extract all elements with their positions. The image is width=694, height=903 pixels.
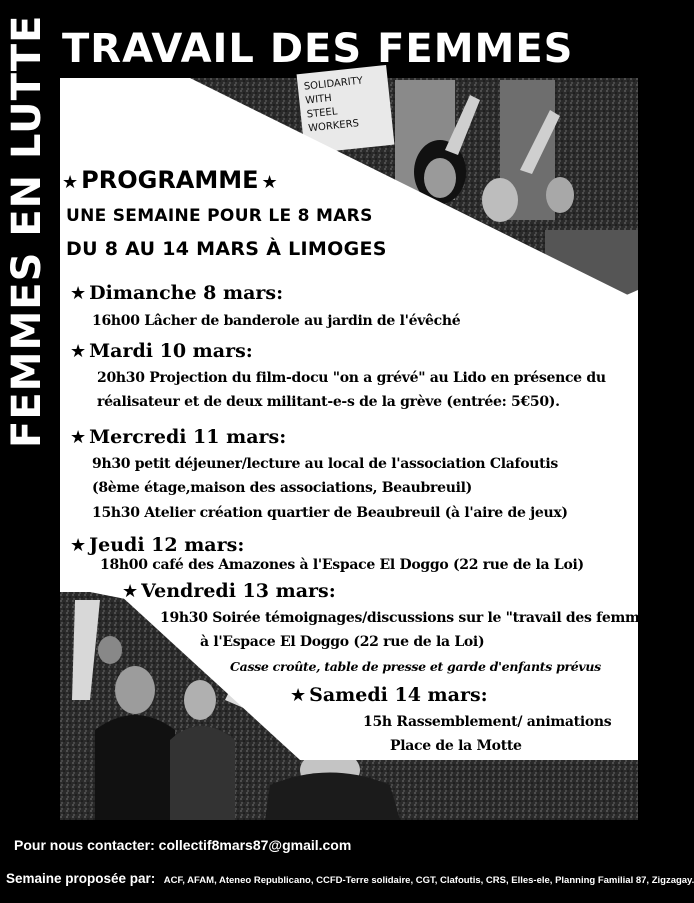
protest-sign-line: STEEL [306,106,338,121]
day-thursday [70,534,244,556]
event-line: 9h30 petit déjeuner/lecture au local de l'association Clafoutis [92,456,558,472]
protest-sign-line: WORKERS [307,118,360,135]
protest-sign-line: WITH [304,92,333,107]
day-label: Dimanche 8 mars: [89,282,284,304]
event-line: Casse croûte, table de presse et garde d'enfants prévus [230,659,601,674]
event-line: (8ème étage,maison des associations, Beaubreuil) [92,480,472,496]
day-tuesday [70,340,253,362]
day-label: Mercredi 11 mars: [89,426,287,448]
event-line: 19h30 Soirée témoignages/discussions sur le "travail des femmes" [160,610,663,626]
subtitle-dates: DU 8 AU 14 MARS À LIMOGES [66,238,387,260]
sponsors-line [6,870,694,888]
subtitle-week: UNE SEMAINE POUR LE 8 MARS [66,206,373,226]
event-line: 15h Rassemblement/ animations [363,714,612,730]
event-line: 15h30 Atelier création quartier de Beaubreuil (à l'aire de jeux) [92,505,568,521]
day-friday [122,580,336,602]
sponsors-label: Semaine proposée par: [6,871,156,886]
star-icon: ★ [122,581,139,602]
star-icon: ★ [70,283,87,304]
protest-sign-line: SOLIDARITY [303,75,364,93]
contact-line: Pour nous contacter: collectif8mars87@gmail.com [14,837,352,853]
event-line: à l'Espace El Doggo (22 rue de la Loi) [200,634,485,650]
day-label: Vendredi 13 mars: [141,580,336,602]
star-icon: ★ [290,685,307,706]
event-line: 20h30 Projection du film-docu "on a grévé" au Lido en présence du [97,370,606,386]
side-title: FEMMES EN LUTTE [4,14,50,448]
star-icon: ★ [70,535,87,556]
star-icon: ★ [62,172,79,193]
event-line: 16h00 Lâcher de banderole au jardin de l'évêché [92,313,461,329]
day-label: Mardi 10 mars: [89,340,253,362]
event-line: Place de la Motte [390,738,522,754]
star-icon: ★ [261,172,278,193]
day-label: Jeudi 12 mars: [89,534,245,556]
day-label: Samedi 14 mars: [309,684,488,706]
event-line: 18h00 café des Amazones à l'Espace El Doggo (22 rue de la Loi) [100,557,584,573]
event-line: réalisateur et de deux militant-e-s de la grève (entrée: 5€50). [97,394,560,410]
day-wednesday [70,426,286,448]
sponsors-list: ACF, AFAM, Ateneo Republicano, CCFD-Terre solidaire, CGT, Clafoutis, CRS, Elles-ele, Planning Familial 87, Zigzagay. [163,875,694,886]
star-icon: ★ [70,341,87,362]
page-title: TRAVAIL DES FEMMES [62,26,574,72]
star-icon: ★ [70,427,87,448]
programme-heading [62,166,281,194]
programme-label: PROGRAMME [81,166,259,194]
day-sunday [70,282,283,304]
day-saturday [290,684,488,706]
